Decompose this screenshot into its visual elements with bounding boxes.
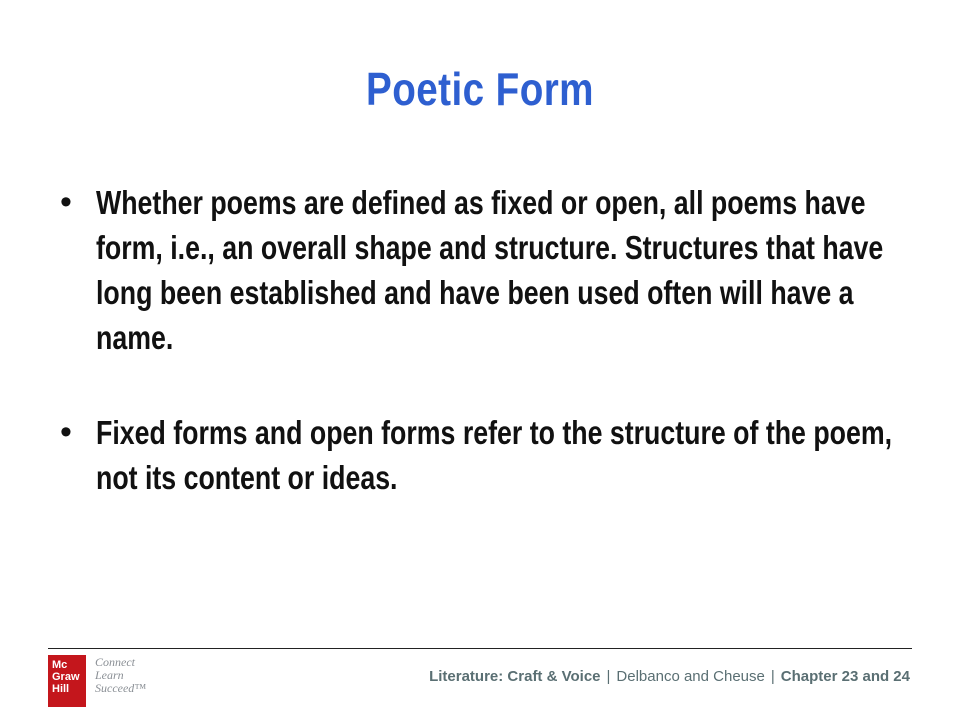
logo-line: Graw: [52, 671, 80, 683]
bullet-item: [60, 410, 930, 500]
bullet-text: Fixed forms and open forms refer to the structure of the poem, not its content or ideas.: [96, 414, 893, 496]
bullet-item: [60, 180, 930, 360]
footer-separator: |: [770, 668, 775, 685]
tagline-line: Succeed™: [95, 681, 147, 695]
footer-separator: |: [606, 668, 611, 685]
footer-book-title: Literature: Craft & Voice: [429, 668, 601, 685]
bullet-list: [60, 180, 930, 534]
logo-tagline: [95, 656, 146, 695]
footer-citation: [429, 668, 910, 685]
bullet-text: Whether poems are defined as fixed or open, all poems have form, i.e., an overall shape and structure. Structures that have long been established and have been used often will have a name.: [96, 184, 884, 356]
logo-line: Hill: [52, 683, 70, 695]
footer-authors: Delbanco and Cheuse: [616, 668, 765, 685]
tagline-line: Connect: [95, 655, 135, 669]
footer-chapter: Chapter 23 and 24: [780, 668, 910, 685]
tagline-line: Learn: [95, 668, 124, 682]
bullet-dot-icon: •: [60, 183, 72, 221]
footer-divider: [48, 648, 912, 649]
mcgraw-hill-logo: [48, 655, 86, 707]
logo-line: Mc: [52, 659, 68, 671]
bullet-dot-icon: •: [60, 413, 72, 451]
slide-title: Poetic Form: [366, 63, 594, 115]
